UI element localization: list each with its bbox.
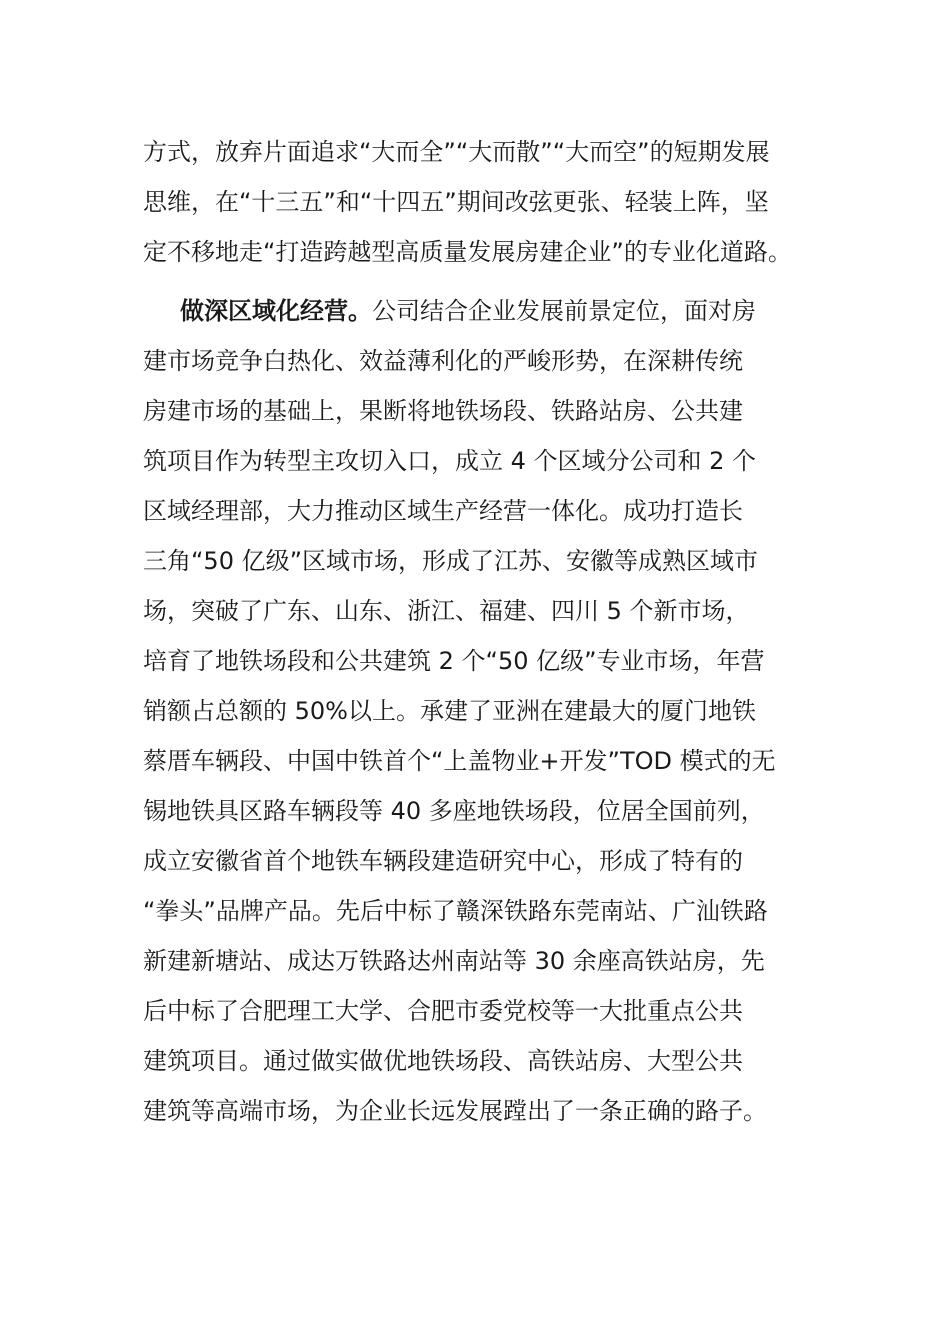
paragraph-lead-heading: 做深区域化经营。 — [180, 297, 372, 325]
paragraph-continuation — [143, 127, 811, 277]
text-line: 建筑项目。通过做实做优地铁场段、高铁站房、大型公共 — [143, 1047, 743, 1075]
text-line: 新建新塘站、成达万铁路达州南站等 30 余座高铁站房，先 — [143, 947, 765, 975]
text-line: 区域经理部，大力推动区域生产经营一体化。成功打造长 — [143, 497, 743, 525]
text-line: 场，突破了广东、山东、浙江、福建、四川 5 个新市场， — [143, 597, 750, 625]
text-line: 成立安徽省首个地铁车辆段建造研究中心，形成了特有的 — [143, 847, 743, 875]
text-line: 定不移地走“打造跨越型高质量发展房建企业”的专业化道路。 — [143, 238, 792, 266]
paragraph-first-line — [143, 286, 811, 336]
text-line: 建筑等高端市场，为企业长远发展蹚出了一条正确的路子。 — [143, 1097, 767, 1125]
paragraph-first-line-text: 公司结合企业发展前景定位，面对房 — [372, 297, 756, 325]
text-line: 方式，放弃片面追求“大而全”“大而散”“大而空”的短期发展 — [143, 138, 770, 166]
text-line: 后中标了合肥理工大学、合肥市委党校等一大批重点公共 — [143, 997, 743, 1025]
text-line: 销额占总额的 50%以上。承建了亚洲在建最大的厦门地铁 — [143, 697, 756, 725]
paragraph-regional-operations — [143, 286, 811, 1136]
text-line: “拳头”品牌产品。先后中标了赣深铁路东莞南站、广汕铁路 — [143, 897, 768, 925]
text-line: 思维，在“十三五”和“十四五”期间改弦更张、轻装上阵，坚 — [143, 188, 769, 216]
text-line: 培育了地铁场段和公共建筑 2 个“50 亿级”专业市场，年营 — [143, 647, 765, 675]
text-line: 三角“50 亿级”区域市场，形成了江苏、安徽等成熟区域市 — [143, 547, 759, 575]
text-line: 蔡厝车辆段、中国中铁首个“上盖物业+开发”TOD 模式的无 — [143, 747, 776, 775]
text-line: 房建市场的基础上，果断将地铁场段、铁路站房、公共建 — [143, 397, 743, 425]
text-line: 筑项目作为转型主攻切入口，成立 4 个区域分公司和 2 个 — [143, 447, 757, 475]
text-line: 建市场竞争白热化、效益薄利化的严峻形势，在深耕传统 — [143, 347, 743, 375]
text-line: 锡地铁具区路车辆段等 40 多座地铁场段，位居全国前列， — [143, 797, 765, 825]
